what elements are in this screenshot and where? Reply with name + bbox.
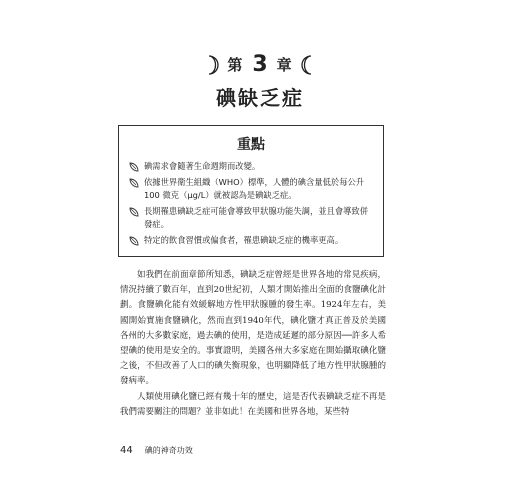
key-point-text: 長期罹患碘缺乏症可能會導致甲狀腺功能失調，並且會導致併發症。 [144,206,369,229]
chapter-heading [0,52,520,77]
leaf-bullet-icon [129,207,139,217]
running-title: 碘的神奇功效 [144,446,193,455]
leaf-bullet-icon [129,236,139,246]
page-number: 44 [120,445,133,456]
chapter-number: 3 [252,52,268,77]
key-point-item [129,160,373,173]
leaf-bullet-icon [129,178,139,188]
key-point-item [129,176,373,202]
body-text [120,268,386,420]
chapter-title: 碘缺乏症 [216,86,304,110]
leaf-bullet-icon [129,162,139,172]
key-points-box [118,125,384,257]
chapter-label-suffix: 章 [276,56,293,74]
crescent-moon-icon [299,54,315,76]
body-paragraph: 人類使用碘化鹽已經有幾十年的歷史，這是否代表碘缺乏症不再是我們需要關注的問題？並非如此！在美國和世界各地，某些特 [120,391,386,417]
key-point-item [129,234,373,247]
key-point-text: 特定的飲食習慣或偏食者，罹患碘缺乏症的機率更高。 [144,235,344,245]
key-point-item [129,205,373,231]
body-paragraph: 如我們在前面章節所知悉，碘缺乏症曾經是世界各地的常見疾病，情況持續了數百年，直到20世紀初，人類才開始推出全面的食鹽碘化計劃。食鹽碘化能有效緩解地方性甲狀腺腫的發生率。1924年左右，美國開始實施食鹽碘化，然而直到1940年代，碘化鹽才真正普及於美國各州的大多數家庭，過去碘的使用，是造成延遲的部分原因──許多人希望碘的使用是安全的。事實證明，美國各州大多家庭在開始攝取碘化鹽之後，不但改善了人口的碘失衡現象，也明顯降低了地方性甲狀腺腫的發病率。 [120,270,386,387]
crescent-moon-icon [205,54,221,76]
key-points-heading: 重點 [237,137,265,153]
page-footer [120,445,193,456]
key-point-text: 依據世界衛生組織（WHO）標準，人體的碘含量低於每公升 100 微克（μg/L）就被認為是碘缺乏症。 [144,177,365,200]
key-point-text: 碘需求會隨著生命週期而改變。 [144,161,261,171]
chapter-label-prefix: 第 [227,56,244,74]
